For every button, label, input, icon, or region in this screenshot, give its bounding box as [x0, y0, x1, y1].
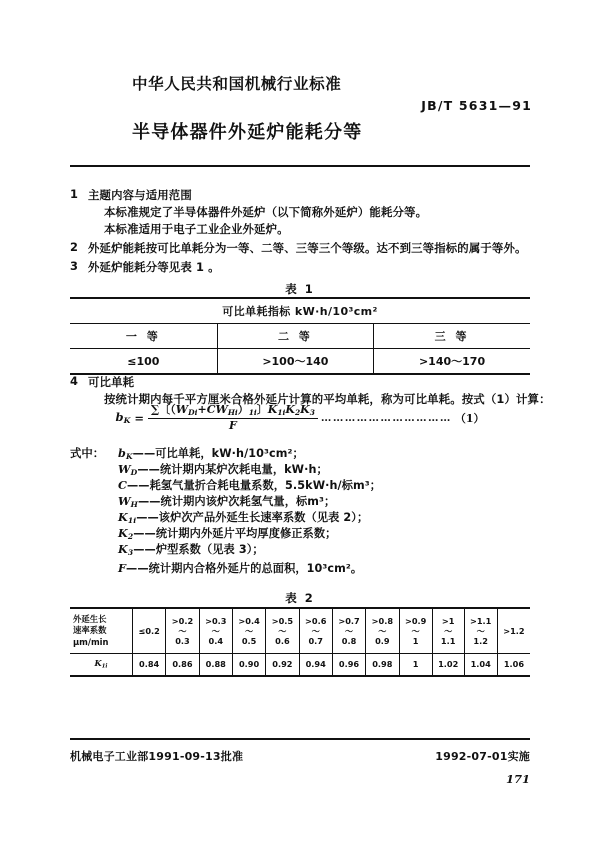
section-1-paragraph-2: 本标准适用于电子工业企业外延炉。 [104, 222, 289, 236]
formula-equals: = [134, 410, 144, 425]
table-row [70, 324, 530, 349]
table-2-k-value-4: 0.90 [232, 654, 265, 677]
table-1-col-header-3: 三 等 [374, 324, 530, 349]
table-2-k-value-7: 0.96 [332, 654, 365, 677]
footer-implementation: 1992-07-01实施 [435, 750, 530, 763]
section-4-heading: 可比单耗 [88, 375, 135, 389]
definition-item: F——统计期内合格外延片的总面积，10³cm²。 [118, 561, 363, 575]
table-1-col-header-1: 一 等 [70, 324, 217, 349]
section-1-number: 1 [70, 187, 78, 201]
definition-item: C——耗氢气量折合耗电量系数，5.5kW·h/标m³； [118, 478, 382, 492]
table-2-k-value-9: 1 [399, 654, 432, 677]
section-3-number: 3 [70, 259, 78, 273]
table-2-range-12: >1.2 [497, 608, 530, 654]
table-2-range-6: >0.6 ～ 0.7 [299, 608, 332, 654]
formula-number: （1） [454, 411, 485, 425]
table-2-row-label: 外延生长 速率系数 μm/min [70, 608, 133, 654]
section-2-number: 2 [70, 240, 78, 254]
table-2-k-label: $K_{1i}$ [70, 654, 133, 677]
table-2-k-value-3: 0.88 [199, 654, 232, 677]
section-2-heading: 外延炉能耗按可比单耗分为一等、二等、三等三个等级。达不到三等指标的属于等外。 [88, 241, 527, 255]
table-1-caption: 表 1 [285, 282, 315, 296]
table-1-value-3: >140～170 [374, 349, 530, 375]
definition-item: $W_D——$统计期内某炉次耗电量，kW·h； [118, 462, 328, 478]
header-divider [70, 165, 530, 167]
table-row [70, 298, 530, 324]
table-1-value-2: >100～140 [217, 349, 373, 375]
page-number: 171 [505, 772, 530, 786]
table-2-k-value-6: 0.94 [299, 654, 332, 677]
table-2-caption: 表 2 [285, 591, 315, 605]
table-1 [70, 297, 530, 375]
table-2-range-11: >1.1 ～ 1.2 [464, 608, 497, 654]
section-1-heading: 主题内容与适用范围 [88, 188, 192, 202]
formula-fraction [148, 404, 318, 431]
table-2-range-2: >0.2 ～ 0.3 [166, 608, 199, 654]
section-1-paragraph-1: 本标准规定了半导体器件外延炉（以下简称外延炉）能耗分等。 [104, 205, 428, 219]
table-2-range-8: >0.8 ～ 0.9 [366, 608, 399, 654]
page-title: 半导体器件外延炉能耗分等 [132, 122, 363, 143]
formula-denominator: F [229, 418, 237, 432]
table-row [70, 608, 530, 654]
formula-lhs: $b_K$ [115, 410, 131, 426]
table-2-k-value-2: 0.86 [166, 654, 199, 677]
formula-numerator: ∑〔$(W_{Di}+CW_{Hi})_{1i}$〕$K_{1i}K_2K_3$ [148, 404, 318, 419]
table-2-k-value-1: 0.84 [133, 654, 166, 677]
footer-divider [70, 738, 530, 740]
table-row [70, 654, 530, 677]
definition-item: $K_{1i}——$该炉次产品外延生长速率系数（见表 2）； [118, 510, 369, 526]
section-4-number: 4 [70, 374, 78, 388]
standard-organization: 中华人民共和国机械行业标准 [132, 75, 342, 93]
table-2-range-3: >0.3 ～ 0.4 [199, 608, 232, 654]
definition-item: $K_3——$炉型系数（见表 3）； [118, 542, 264, 558]
formula-1 [70, 404, 530, 431]
table-2-range-4: >0.4 ～ 0.5 [232, 608, 265, 654]
table-2 [70, 607, 530, 677]
table-row [70, 349, 530, 375]
table-2-k-value-12: 1.06 [497, 654, 530, 677]
definition-item: $W_H——$统计期内该炉次耗氢气量，标m³； [118, 494, 336, 510]
table-2-k-value-5: 0.92 [266, 654, 299, 677]
section-4-paragraph-1: 按统计期内每千平方厘米合格外延片计算的平均单耗，称为可比单耗。按式（1）计算： [104, 392, 551, 406]
table-2-range-10: >1 ～ 1.1 [432, 608, 464, 654]
table-2-k-value-11: 1.04 [464, 654, 497, 677]
table-2-range-9: >0.9 ～ 1 [399, 608, 432, 654]
table-1-spanning-header: 可比单耗指标 kW·h/10³cm² [70, 298, 530, 324]
definition-item: $K_2——$统计期内外延片平均厚度修正系数； [118, 526, 337, 542]
standard-code: JB/T 5631—91 [421, 98, 532, 113]
definitions-label: 式中： [70, 446, 105, 460]
table-1-col-header-2: 二 等 [217, 324, 373, 349]
footer-approval: 机械电子工业部1991-09-13批准 [70, 750, 244, 763]
table-2-k-value-10: 1.02 [432, 654, 464, 677]
formula-leader-dots: …………………………… [320, 411, 452, 424]
table-1-value-1: ≤100 [70, 349, 217, 375]
table-2-range-1: ≤0.2 [133, 608, 166, 654]
table-2-k-value-8: 0.98 [366, 654, 399, 677]
table-2-range-5: >0.5 ～ 0.6 [266, 608, 299, 654]
table-2-range-7: >0.7 ～ 0.8 [332, 608, 365, 654]
section-3-heading: 外延炉能耗分等见表 1 。 [88, 260, 220, 274]
definition-item: $b_K——$可比单耗，kW·h/10³cm²； [118, 446, 304, 462]
